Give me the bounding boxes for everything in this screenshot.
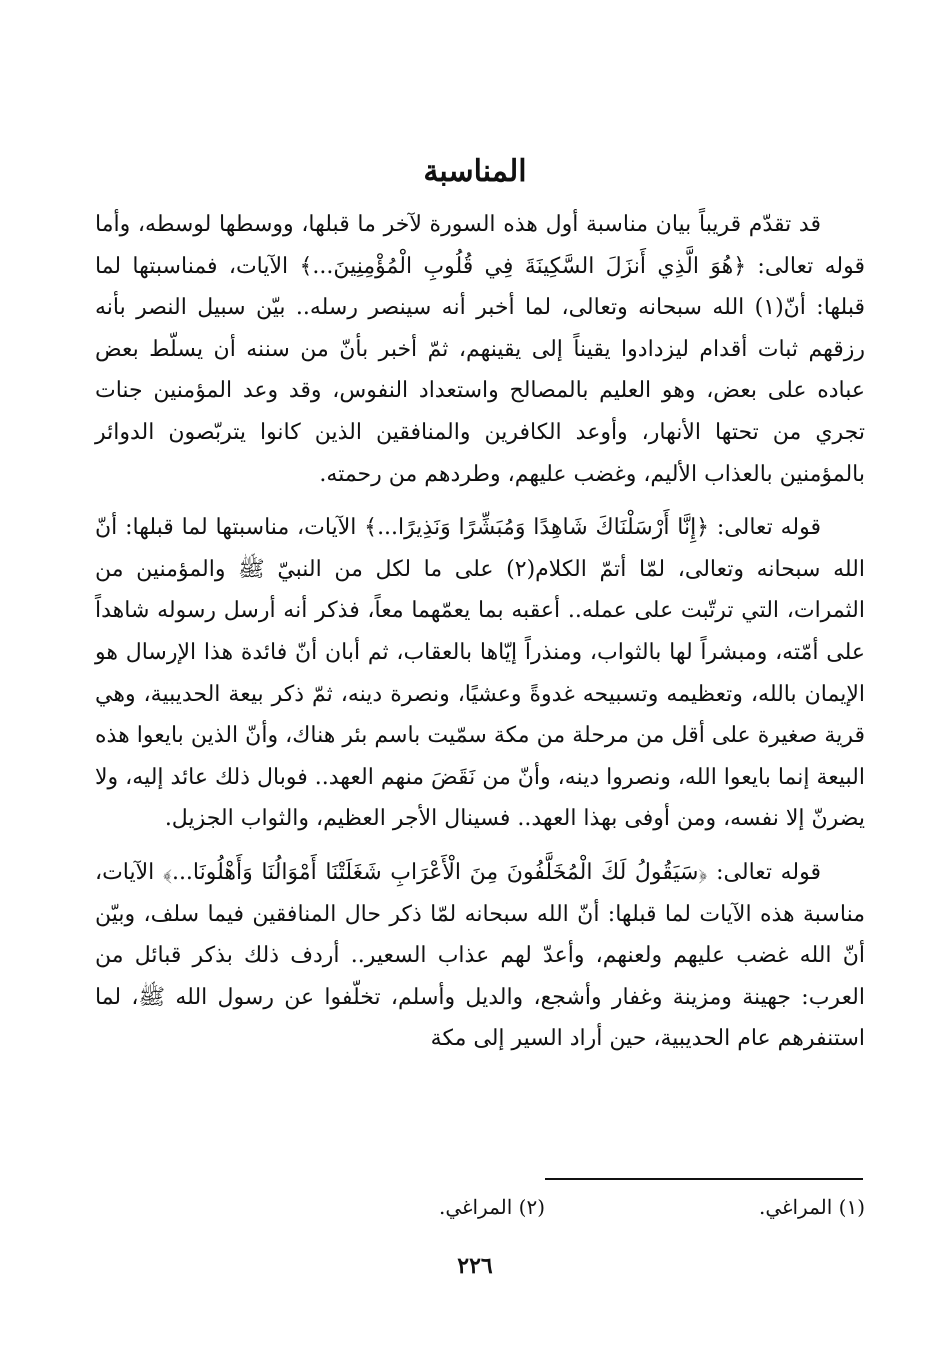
paragraph-3: قوله تعالى: ﴿سَيَقُولُ لَكَ الْمُخَلَّفُونَ مِنَ الْأَعْرَابِ شَغَلَتْنَا أَمْوَالُنَا وَأَهْلُونَا...﴾ الآيات، مناسبة هذه الآيات لما قبلها: أنّ الله سبحانه لمّا ذكر حال المنافقين فيما سلف، وبيّن أنّ الله غضب عليهم ولعنهم، وأعدّ لهم عذاب السعير.. أردف ذلك بذكر قبائل من العرب: جهينة ومزينة وغفار وأشجع، والديل وأسلم، تخلّفوا عن رسول الله ﷺ، لما استنفرهم عام الحديبية، حين أراد السير إلى مكة [95,859,865,1052]
paragraph-2: قوله تعالى: ﴿إِنَّا أَرْسَلْنَاكَ شَاهِدًا وَمُبَشِّرًا وَنَذِيرًا...﴾ الآيات، مناسبتها لما قبلها: أنّ الله سبحانه وتعالى، لمّا أتمّ الكلام(٢) على ما لكل من النبيّ ﷺ والمؤمنين من الثمرات، التي ترتّبت على عمله.. أعقبه بما يعمّهما معاً، فذكر أنه أرسل رسوله شاهداً على أمّته، ومبشراً لها بالثواب، ومنذراً إيّاها بالعقاب، ثم أبان أنّ فائدة هذا الإرسال هو الإيمان بالله، وتعظيمه وتسبيحه غدوةً وعشيًا، ونصرة دينه، ثمّ ذكر بيعة الحديبية، وهي قرية صغيرة على أقل من مرحلة من مكة سمّيت باسم بئر هناك، وأنّ الذين بايعوا هذه البيعة إنما بايعوا الله، ونصروا دينه، وأنّ من نَقَضَ منهم العهد.. فوبال ذلك عائد إليه، ولا يضرنّ إلا نفسه، ومن أوفى بهذا العهد.. فسينال الأجر العظيم، والثواب الجزيل. [95,515,865,832]
body-text [95,204,865,1060]
page-number: ٢٢٦ [457,1253,493,1279]
footnote-1: (١) المراغي. [758,1195,865,1219]
section-title: المناسبة [423,154,527,189]
footnote-2: (٢) المراغي. [438,1195,545,1219]
paragraph-1: قد تقدّم قريباً بيان مناسبة أول هذه السورة لآخر ما قبلها، ووسطها لوسطه، وأما قوله تعالى: ﴿هُوَ الَّذِي أَنزَلَ السَّكِينَةَ فِي قُلُوبِ الْمُؤْمِنِينَ...﴾ الآيات، فمناسبتها لما قبلها: أنّ(١) الله سبحانه وتعالى، لما أخبر أنه سينصر رسله.. بيّن سبيل النصر بأنه رزقهم ثبات أقدام ليزدادوا يقيناً إلى يقينهم، ثمّ أخبر بأنّ من سننه أن يسلّط بعض عباده على بعض، وهو العليم بالمصالح واستعداد النفوس، وقد وعد المؤمنين جنات تجري من تحتها الأنهار، وأوعد الكافرين والمنافقين الذين كانوا يتربّصون الدوائر بالمؤمنين بالعذاب الأليم، وغضب عليهم، وطردهم من رحمته. [95,212,865,487]
footnote-divider [545,1178,863,1180]
